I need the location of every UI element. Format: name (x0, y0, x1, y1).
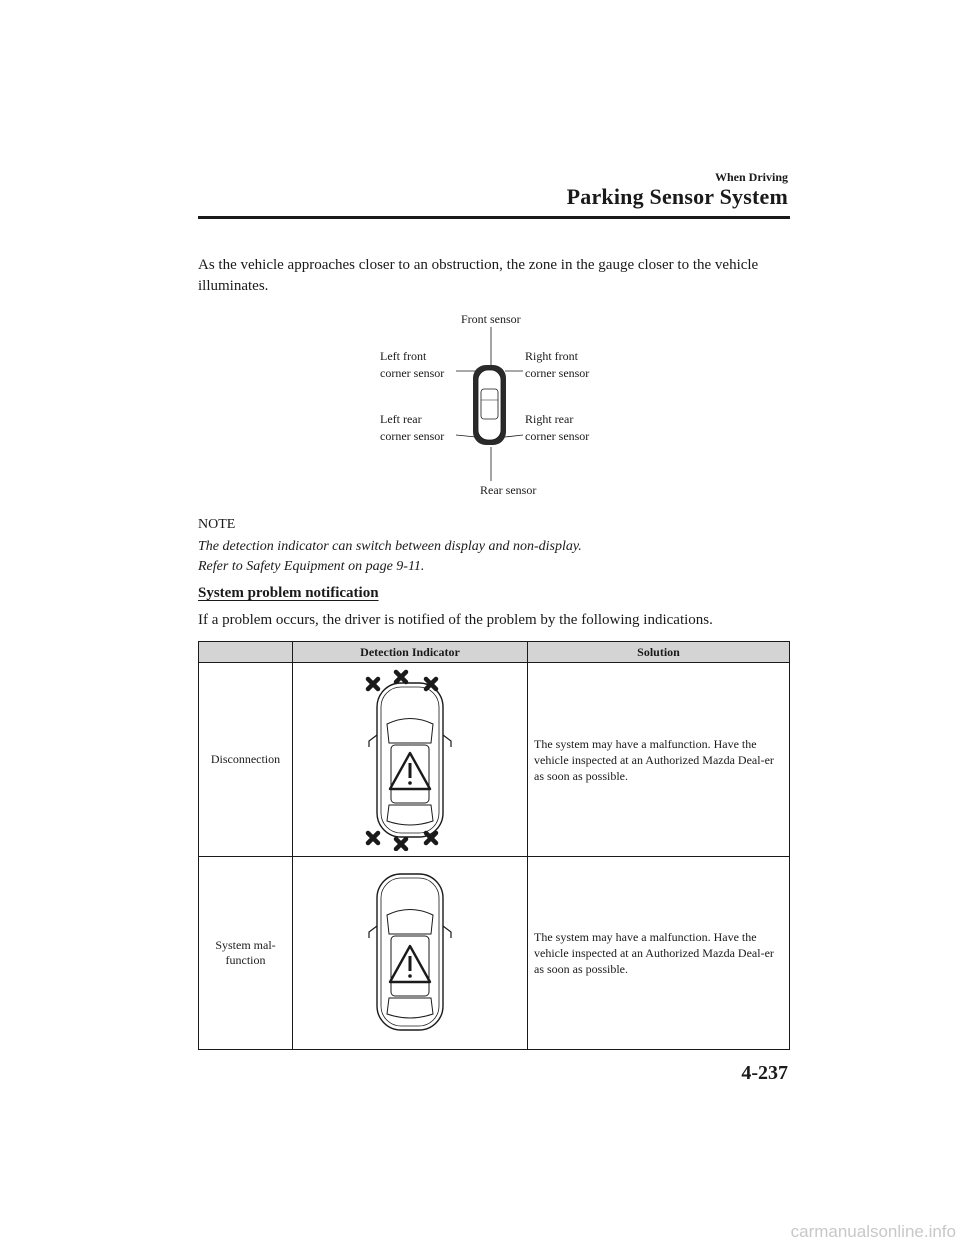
indicator-cell (293, 857, 528, 1050)
left-rear-label-1: Left rear (380, 412, 422, 426)
note-title: NOTE (198, 517, 236, 532)
table-row (199, 663, 790, 857)
indicator-cell (293, 663, 528, 857)
car-malfunction-icon (355, 868, 465, 1038)
right-rear-label-1: Right rear (525, 412, 574, 426)
condition-text: System mal-function (215, 938, 276, 967)
left-front-label-2: corner sensor (380, 366, 445, 380)
problem-table (198, 641, 790, 1050)
subheading: System problem notification (198, 585, 379, 601)
sensor-diagram (370, 305, 610, 505)
note-text (198, 537, 582, 577)
solution-cell: The system may have a malfunction. Have the vehicle inspected at an Authorized Mazda Deal-er as soon as possible. (528, 857, 790, 1050)
right-front-label-2: corner sensor (525, 366, 590, 380)
x-mark-icon (368, 679, 378, 689)
table-row (199, 857, 790, 1050)
left-front-label-1: Left front (380, 349, 427, 363)
table-header-blank (199, 642, 293, 663)
right-rear-label-2: corner sensor (525, 429, 590, 443)
x-mark-icon (396, 839, 406, 849)
note-line-1: The detection indicator can switch between display and non-display. (198, 539, 582, 554)
page-number: 4-237 (741, 1062, 788, 1084)
table-header-solution: Solution (528, 642, 790, 663)
left-rear-label-2: corner sensor (380, 429, 445, 443)
rear-sensor-label: Rear sensor (480, 483, 537, 497)
warning-triangle-icon (390, 946, 430, 982)
condition-cell (199, 857, 293, 1050)
watermark: carmanualsonline.info (790, 1222, 956, 1241)
warning-triangle-icon (390, 753, 430, 789)
problem-intro: If a problem occurs, the driver is notified of the problem by the following indications. (198, 612, 713, 628)
note-line-2: Refer to Safety Equipment on page 9-11. (198, 559, 425, 574)
x-mark-icon (396, 672, 406, 682)
table-header-indicator: Detection Indicator (293, 642, 528, 663)
page-title: Parking Sensor System (566, 184, 788, 209)
car-disconnection-icon (355, 669, 465, 851)
table-header-row (199, 642, 790, 663)
title-rule (198, 216, 790, 219)
x-mark-icon (368, 833, 378, 843)
condition-cell (199, 663, 293, 857)
right-front-label-1: Right front (525, 349, 578, 363)
section-label: When Driving (714, 170, 788, 184)
car-top-icon (473, 365, 506, 445)
condition-text: Disconnection (210, 752, 281, 766)
solution-cell: The system may have a malfunction. Have the vehicle inspected at an Authorized Mazda Deal-er as soon as possible. (528, 663, 790, 857)
front-sensor-label: Front sensor (461, 312, 521, 326)
intro-paragraph: As the vehicle approaches closer to an obstruction, the zone in the gauge closer to the vehicle illuminates. (198, 257, 759, 294)
